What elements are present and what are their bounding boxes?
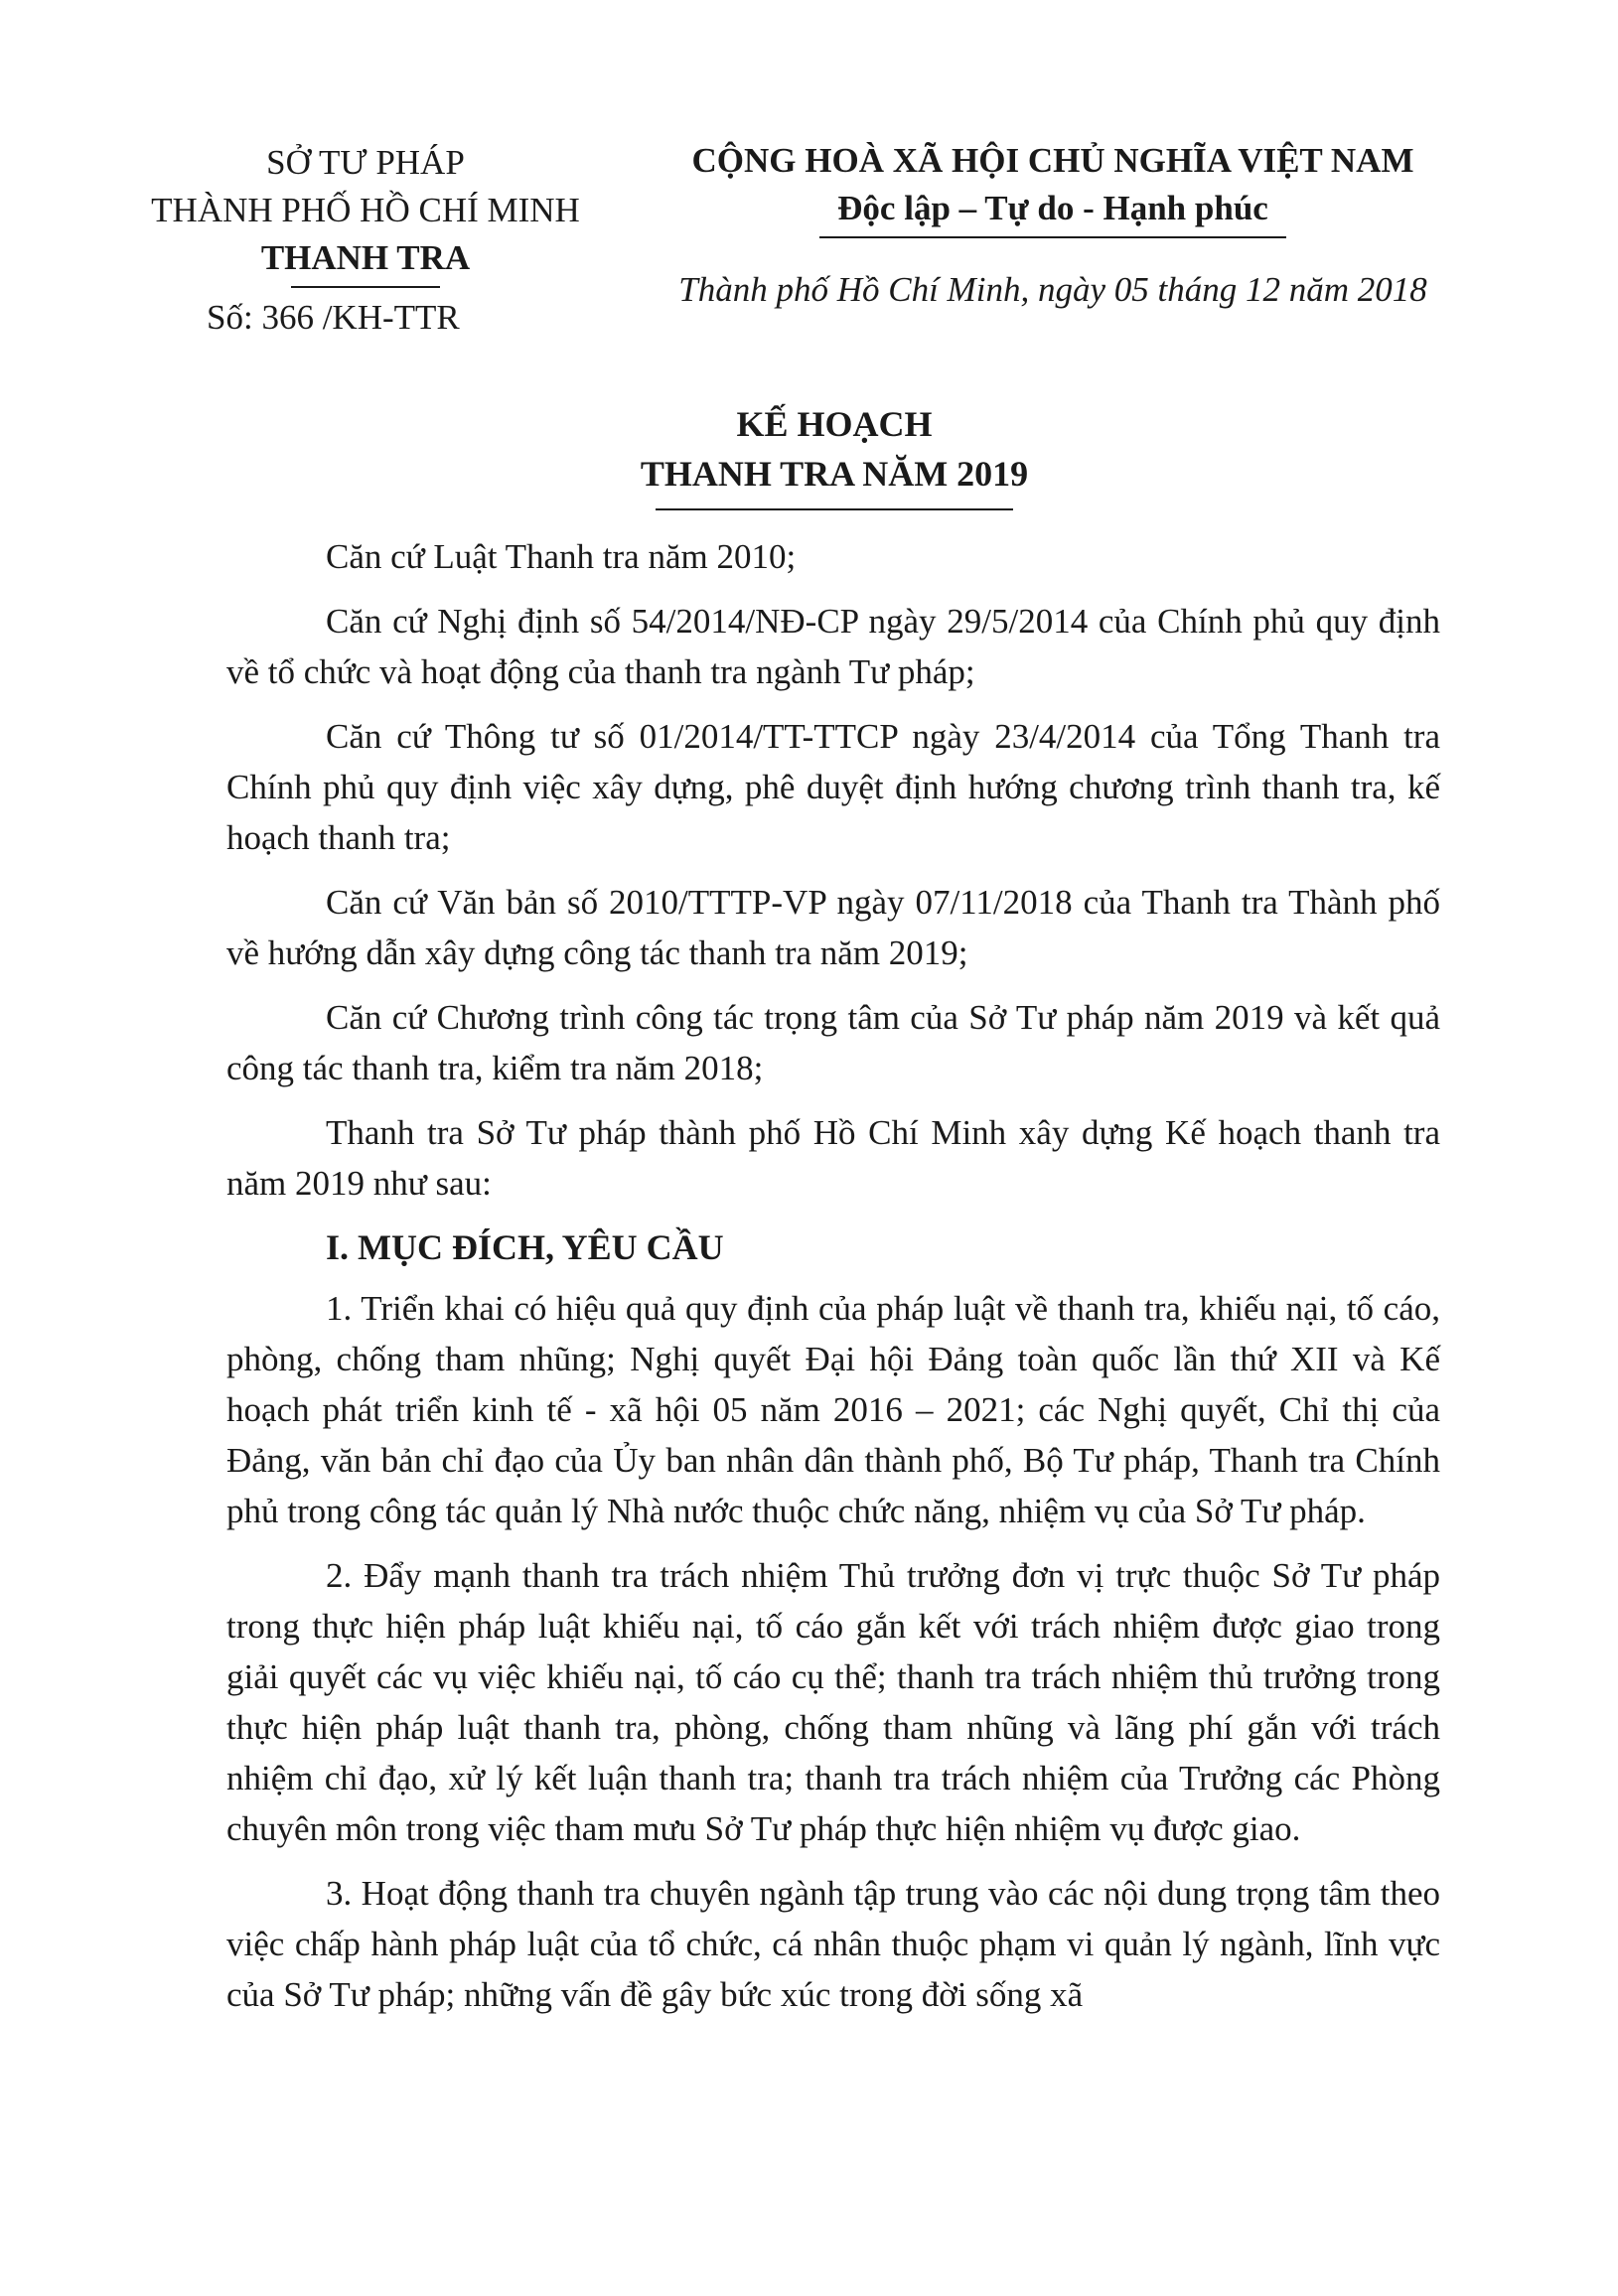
title-line-1: KẾ HOẠCH [736,404,933,444]
agency-line-2: THÀNH PHỐ HỒ CHÍ MINH [151,191,580,229]
motto-underline [819,236,1286,238]
intro-paragraph: Thanh tra Sở Tư pháp thành phố Hồ Chí Minh xây dựng Kế hoạch thanh tra năm 2019 như sau: [226,1113,1440,1203]
document-number: Số: 366 /KH-TTR [207,298,460,337]
document-title [516,399,1152,510]
section-item: 1. Triển khai có hiệu quả quy định của pháp luật về thanh tra, khiếu nại, tố cáo, phòng, chống tham nhũng; Nghị quyết Đại hội Đảng toàn quốc lần thứ XII và Kế hoạch phát triển kinh tế - xã hội 05 năm 2016 – 2021; các Nghị quyết, Chỉ thị của Đảng, văn bản chỉ đạo của Ủy ban nhân dân thành phố, Bộ Tư pháp, Thanh tra Chính phủ trong công tác quản lý Nhà nước thuộc chức năng, nhiệm vụ của Sở Tư pháp. [226,1289,1440,1530]
legal-basis-paragraph: Căn cứ Chương trình công tác trọng tâm của Sở Tư pháp năm 2019 và kết quả công tác thanh tra, kiểm tra năm 2018; [226,998,1440,1087]
legal-basis-paragraph: Căn cứ Luật Thanh tra năm 2010; [326,537,797,576]
title-line-2: THANH TRA NĂM 2019 [640,454,1029,494]
issuing-agency-block [117,139,614,342]
national-motto: Độc lập – Tự do - Hạnh phúc [837,189,1268,227]
section-item: 2. Đẩy mạnh thanh tra trách nhiệm Thủ trưởng đơn vị trực thuộc Sở Tư pháp trong thực hiện pháp luật khiếu nại, tố cáo gắn kết với trách nhiệm được giao trong giải quyết các vụ việc khiếu nại, tố cáo cụ thể; thanh tra trách nhiệm thủ trưởng trong thực hiện pháp luật thanh tra, phòng, chống tham nhũng và lãng phí gắn với trách nhiệm chỉ đạo, xử lý kết luận thanh tra; thanh tra trách nhiệm của Trưởng các Phòng chuyên môn trong việc tham mưu Sở Tư pháp thực hiện nhiệm vụ được giao. [226,1556,1440,1848]
document-body [226,531,1440,2034]
place-date: Thành phố Hồ Chí Minh, ngày 05 tháng 12 năm 2018 [678,270,1427,309]
section-heading: I. MỤC ĐÍCH, YÊU CẦU [326,1227,724,1267]
legal-basis-paragraph: Căn cứ Nghị định số 54/2014/NĐ-CP ngày 29/5/2014 của Chính phủ quy định về tổ chức và hoạt động của thanh tra ngành Tư pháp; [226,602,1440,691]
legal-basis-paragraph: Căn cứ Thông tư số 01/2014/TT-TTCP ngày 23/4/2014 của Tổng Thanh tra Chính phủ quy định việc xây dựng, phê duyệt định hướng chương trình thanh tra, kế hoạch thanh tra; [226,717,1440,857]
national-motto-block [675,137,1430,314]
section-item: 3. Hoạt động thanh tra chuyên ngành tập trung vào các nội dung trọng tâm theo việc chấp hành pháp luật của tổ chức, cá nhân thuộc phạm vi quản lý ngành, lĩnh vực của Sở Tư pháp; những vấn đề gây bức xúc trong đời sống xã [226,1874,1440,2014]
national-title: CỘNG HOÀ XÃ HỘI CHỦ NGHĨA VIỆT NAM [691,141,1414,180]
agency-line-3: THANH TRA [260,238,471,277]
agency-line-1: SỞ TƯ PHÁP [266,143,465,182]
legal-basis-paragraph: Căn cứ Văn bản số 2010/TTTP-VP ngày 07/11/2018 của Thanh tra Thành phố về hướng dẫn xây dựng công tác thanh tra năm 2019; [226,883,1440,972]
agency-underline [291,286,440,288]
title-underline [656,508,1013,510]
